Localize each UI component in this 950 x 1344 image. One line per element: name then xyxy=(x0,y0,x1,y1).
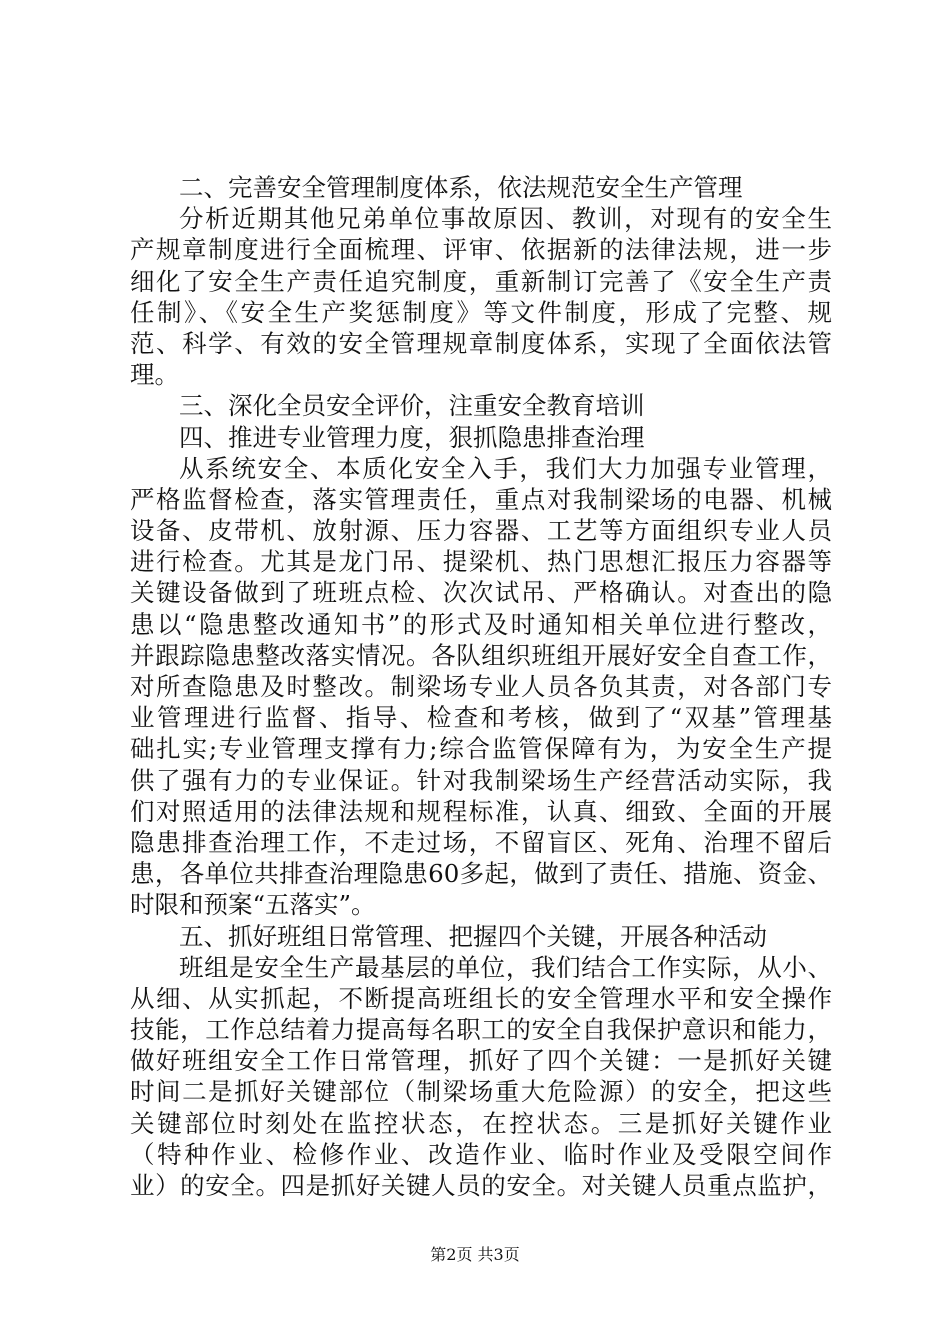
text-line: 任制》、《安全生产奖惩制度》等文件制度，形成了完整、规 xyxy=(130,297,832,327)
text-line: 患，各单位共排查治理隐患60多起，做到了责任、措施、资金、 xyxy=(130,859,832,889)
text-line: 班组是安全生产最基层的单位，我们结合工作实际，从小、 xyxy=(179,952,832,982)
text-line: 关键设备做到了班班点检、次次试吊、严格确认。对查出的隐 xyxy=(130,578,832,608)
text-line: 二、完善安全管理制度体系，依法规范安全生产管理 xyxy=(179,173,743,202)
text-line: 业管理进行监督、指导、检查和考核，做到了“双基”管理基 xyxy=(130,703,832,733)
text-line: 严格监督检查，落实管理责任，重点对我制梁场的电器、机械 xyxy=(130,484,832,514)
text-line: 业）的安全。四是抓好关键人员的安全。对关键人员重点监护， xyxy=(130,1171,832,1200)
text-line: 技能，工作总结着力提高每名职工的安全自我保护意识和能力， xyxy=(130,1015,832,1045)
text-line: 设备、皮带机、放射源、压力容器、工艺等方面组织专业人员 xyxy=(130,516,832,546)
text-line: 细化了安全生产责任追究制度，重新制订完善了《安全生产责 xyxy=(130,266,832,296)
text-line: 关键部位时刻处在监控状态，在控状态。三是抓好关键作业 xyxy=(130,1108,832,1138)
text-line: 时限和预案“五落实”。 xyxy=(130,890,376,920)
text-line: 进行检查。尤其是龙门吊、提梁机、热门思想汇报压力容器等 xyxy=(130,547,832,577)
text-line: 对所查隐患及时整改。制梁场专业人员各负其责，对各部门专 xyxy=(130,672,832,701)
text-line: 患以“隐患整改通知书”的形式及时通知相关单位进行整改， xyxy=(130,609,832,639)
text-line: 四、推进专业管理力度，狠抓隐患排查治理 xyxy=(179,422,645,452)
text-line: 们对照适用的法律法规和规程标准，认真、细致、全面的开展 xyxy=(130,796,832,826)
text-line: 产规章制度进行全面梳理、评审、依据新的法律法规，进一步 xyxy=(130,235,832,265)
text-line: 五、抓好班组日常管理、把握四个关键，开展各种活动 xyxy=(179,921,767,951)
text-line: 时间二是抓好关键部位（制梁场重大危险源）的安全，把这些 xyxy=(130,1077,832,1107)
body-text xyxy=(130,172,832,1201)
text-line: 范、科学、有效的安全管理规章制度体系，实现了全面依法管 xyxy=(130,328,832,358)
text-line: 供了强有力的专业保证。针对我制梁场生产经营活动实际，我 xyxy=(130,765,832,795)
text-line: 分析近期其他兄弟单位事故原因、教训，对现有的安全生 xyxy=(179,204,832,234)
text-line: 做好班组安全工作日常管理，抓好了四个关键：一是抓好关键 xyxy=(130,1046,832,1076)
text-line: 隐患排查治理工作，不走过场，不留盲区、死角、治理不留后 xyxy=(130,827,832,857)
text-line: 理。 xyxy=(130,360,179,390)
text-line: 础扎实;专业管理支撑有力;综合监管保障有为，为安全生产提 xyxy=(130,734,832,764)
text-line: 三、深化全员安全评价，注重安全教育培训 xyxy=(179,391,645,421)
text-line: 从细、从实抓起，不断提高班组长的安全管理水平和安全操作 xyxy=(130,983,832,1013)
text-line: （特种作业、检修作业、改造作业、临时作业及受限空间作 xyxy=(130,1139,832,1169)
text-line: 并跟踪隐患整改落实情况。各队组织班组开展好安全自查工作， xyxy=(130,640,832,670)
text-line: 从系统安全、本质化安全入手，我们大力加强专业管理， xyxy=(179,453,832,483)
page-footer: 第2页 共3页 xyxy=(430,1245,520,1264)
